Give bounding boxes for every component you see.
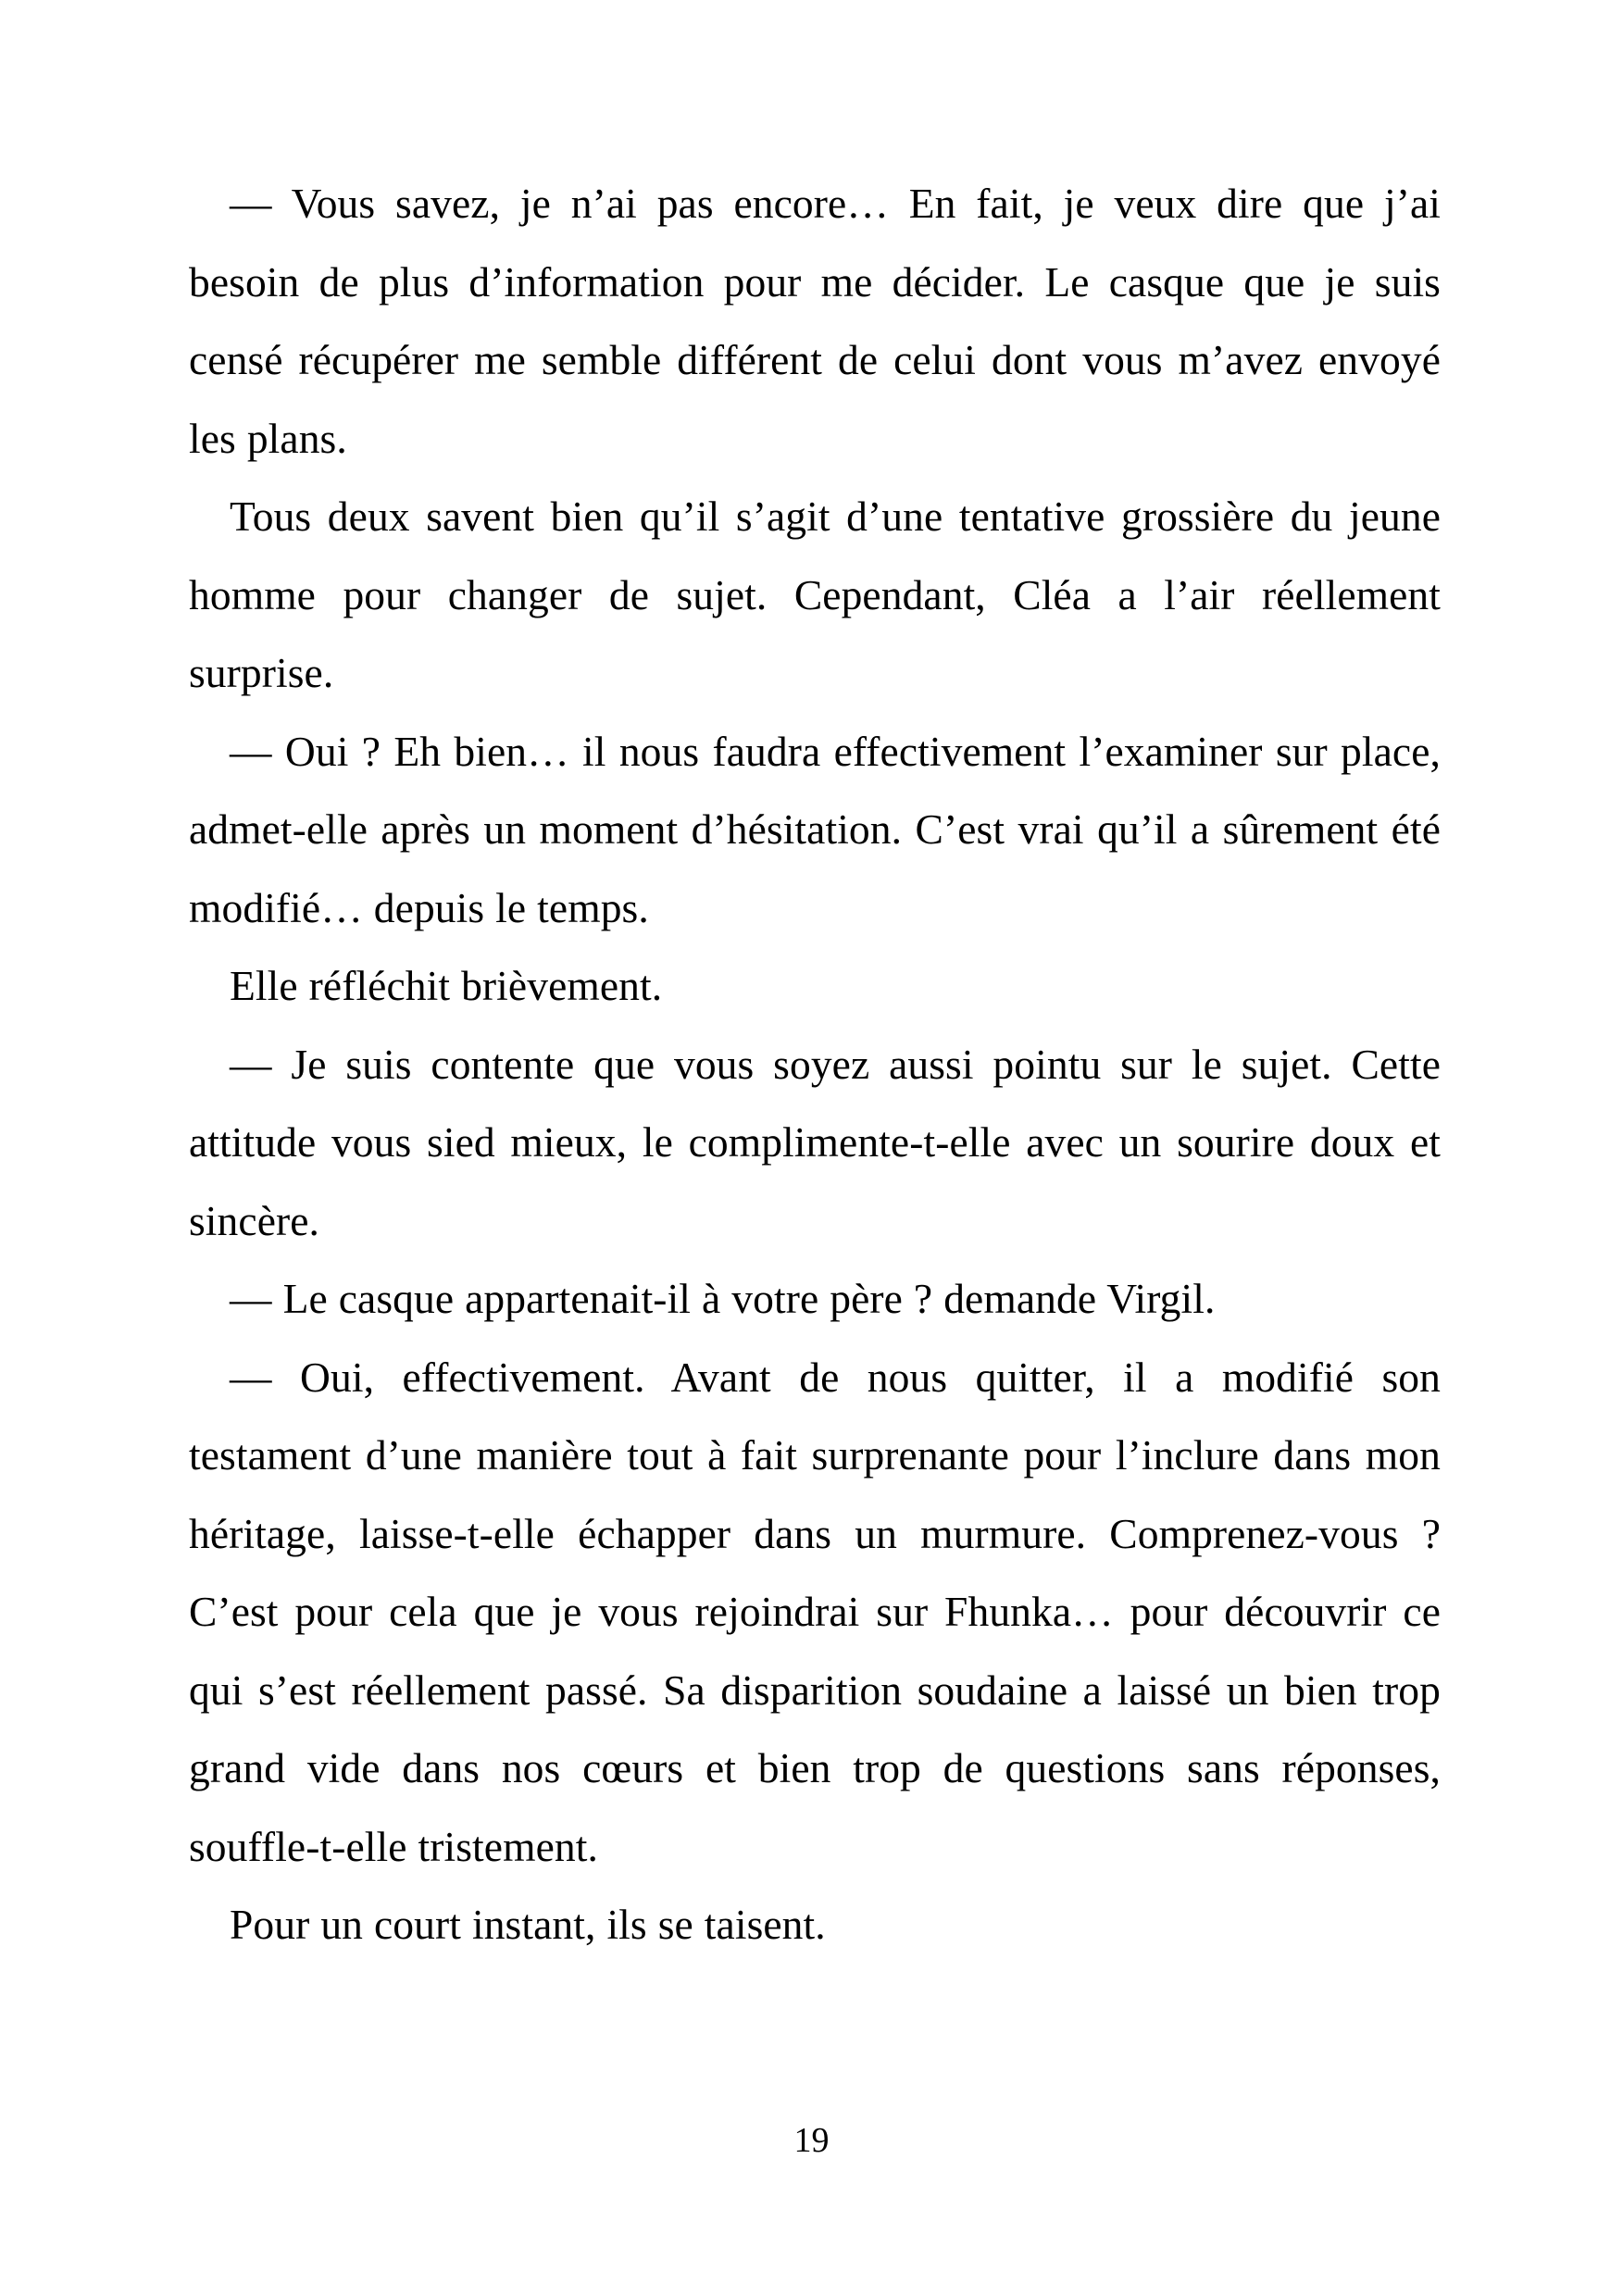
- paragraph: — Le casque appartenait-il à votre père ? demande Virgil.: [230, 1275, 1216, 1322]
- paragraph: — Oui, effectivement. Avant de nous quitter, il a modifié son testament d’une manière tout à fait surprenante pour l’inclure dans mon héritage, laisse-t-elle échapper dans un murmure. Comprenez-vous ? C’est pour cela que je vous rejoindrai sur Fhunka… pour découvrir ce qui s’est réellement passé. Sa disparition soudaine a laissé un bien trop grand vide dans nos cœurs et bien trop de questions sans réponses, souffle-t-elle tristement.: [189, 1353, 1441, 1870]
- paragraph: Tous deux savent bien qu’il s’agit d’une tentative grossière du jeune homme pour changer de sujet. Cependant, Cléa a l’air réellement surprise.: [189, 493, 1441, 696]
- paragraph: Elle réfléchit brièvement.: [230, 962, 663, 1009]
- paragraph: Pour un court instant, ils se taisent.: [230, 1901, 826, 1948]
- paragraph: — Je suis contente que vous soyez aussi pointu sur le sujet. Cette attitude vous sied mieux, le complimente-t-elle avec un sourire doux et sincère.: [189, 1040, 1441, 1244]
- paragraph: — Oui ? Eh bien… il nous faudra effectivement l’examiner sur place, admet-elle après un moment d’hésitation. C’est vrai qu’il a sûrement été modifié… depuis le temps.: [189, 727, 1441, 931]
- page-number: 19: [793, 2121, 830, 2160]
- body-text-block: [189, 165, 1441, 1965]
- paragraph: — Vous savez, je n’ai pas encore… En fait, je veux dire que j’ai besoin de plus d’information pour me décider. Le casque que je suis censé récupérer me semble différent de celui dont vous m’avez envoyé les plans.: [189, 180, 1441, 462]
